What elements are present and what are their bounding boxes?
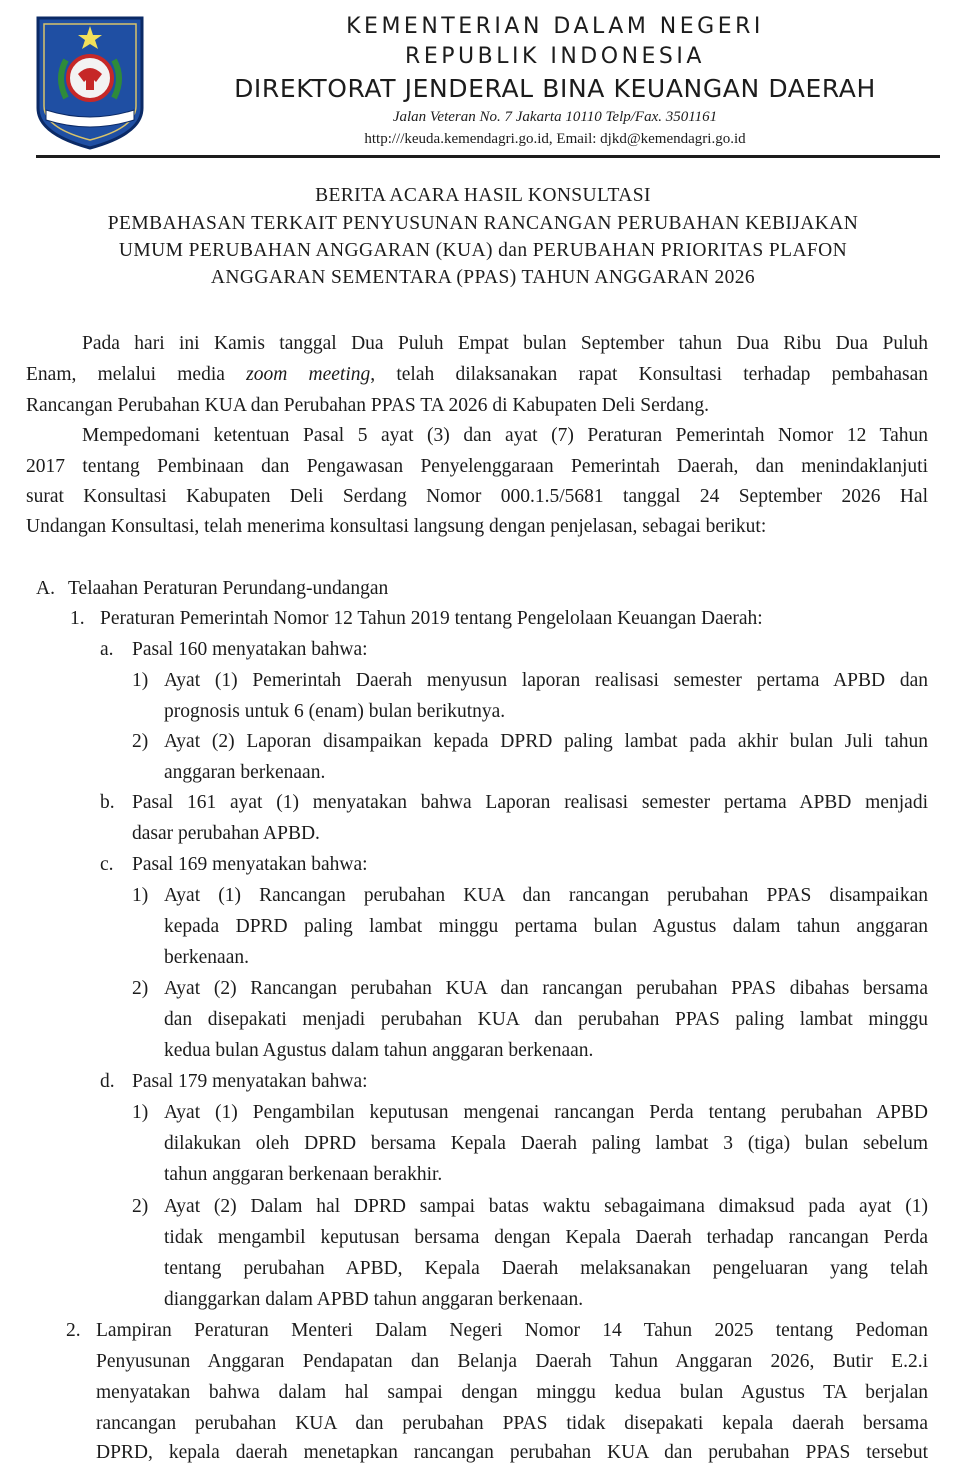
ministry-name: KEMENTERIAN DALAM NEGERI	[346, 14, 764, 39]
list-item: Ayat (2) Rancangan perubahan KUA dan rancangan perubahan PPAS dibahas bersama	[164, 978, 928, 999]
paragraph-line: 2017 tentang Pembinaan dan Pengawasan Penyelenggaraan Pemerintah Daerah, dan menindaklanjuti	[26, 456, 928, 477]
list-label: b.	[100, 792, 115, 813]
list-label: 2)	[132, 1196, 149, 1217]
section-heading: Telaahan Peraturan Perundang-undangan	[68, 578, 389, 599]
republic-name: REPUBLIK INDONESIA	[405, 44, 705, 69]
list-item-continued: kedua bulan Agustus dalam tahun anggaran berkenaan.	[164, 1040, 594, 1061]
paragraph-line: Pada hari ini Kamis tanggal Dua Puluh Empat bulan September tahun Dua Ribu Dua Puluh	[82, 333, 928, 354]
list-item: Ayat (2) Laporan disampaikan kepada DPRD paling lambat pada akhir bulan Juli tahun	[164, 731, 928, 752]
list-item: Ayat (1) Rancangan perubahan KUA dan rancangan perubahan PPAS disampaikan	[164, 885, 928, 906]
list-item: Ayat (1) Pemerintah Daerah menyusun laporan realisasi semester pertama APBD dan	[164, 670, 928, 691]
document-subtitle-line: UMUM PERUBAHAN ANGGARAN (KUA) dan PERUBAHAN PRIORITAS PLAFON	[118, 240, 848, 261]
list-label: 2)	[132, 731, 149, 752]
list-item: Pasal 160 menyatakan bahwa:	[132, 639, 368, 660]
text-run: Enam, melalui media	[26, 364, 247, 385]
list-item-continued: tidak mengambil keputusan bersama dengan Kepala Daerah terhadap rancangan Perda	[164, 1227, 928, 1248]
list-label: d.	[100, 1071, 115, 1092]
list-item-continued: DPRD, kepala daerah menetapkan rancangan perubahan KUA dan perubahan PPAS tersebut	[96, 1442, 928, 1463]
section-label: A.	[36, 578, 55, 599]
paragraph-line	[26, 362, 928, 388]
kemendagri-emblem-icon	[30, 12, 150, 152]
list-item-continued: tahun anggaran berkenaan berakhir.	[164, 1164, 443, 1185]
list-item: Ayat (1) Pengambilan keputusan mengenai rancangan Perda tentang perubahan APBD	[164, 1102, 928, 1123]
address: Jalan Veteran No. 7 Jakarta 10110 Telp/Fax. 3501161	[392, 109, 718, 125]
list-item: Ayat (2) Dalam hal DPRD sampai batas waktu sebagaimana dimaksud pada ayat (1)	[164, 1196, 928, 1217]
list-item: Pasal 179 menyatakan bahwa:	[132, 1071, 368, 1092]
paragraph-line: surat Konsultasi Kabupaten Deli Serdang Nomor 000.1.5/5681 tanggal 24 September 2026 Hal	[26, 486, 928, 507]
list-item: Pasal 169 menyatakan bahwa:	[132, 854, 368, 875]
list-item-continued: Penyusunan Anggaran Pendapatan dan Belanja Daerah Tahun Anggaran 2026, Butir E.2.i	[96, 1351, 928, 1372]
list-item-continued: rancangan perubahan KUA dan perubahan PPAS tidak disepakati kepala daerah bersama	[96, 1413, 928, 1434]
list-label: 1)	[132, 670, 149, 691]
document-subtitle-line: PEMBAHASAN TERKAIT PENYUSUNAN RANCANGAN PERUBAHAN KEBIJAKAN	[107, 213, 859, 234]
list-item-continued: dilakukan oleh DPRD bersama Kepala Daerah paling lambat 3 (tiga) bulan sebelum	[164, 1133, 928, 1154]
list-item-continued: dan disepakati menjadi perubahan KUA dan perubahan PPAS paling lambat minggu	[164, 1009, 928, 1030]
document-title: BERITA ACARA HASIL KONSULTASI	[315, 185, 651, 206]
paragraph-line: Undangan Konsultasi, telah menerima konsultasi langsung dengan penjelasan, sebagai berikut:	[26, 516, 767, 537]
list-label: 1)	[132, 1102, 149, 1123]
list-item-continued: menyatakan bahwa dalam hal sampai dengan minggu kedua bulan Agustus TA berjalan	[96, 1382, 928, 1403]
list-item-continued: tentang perubahan APBD, Kepala Daerah melaksanakan pengeluaran yang telah	[164, 1258, 928, 1279]
list-item-continued: berkenaan.	[164, 947, 249, 968]
list-label: 2.	[66, 1320, 81, 1341]
directorate-name: DIREKTORAT JENDERAL BINA KEUANGAN DAERAH	[234, 74, 876, 103]
contact-info: http:///keuda.kemendagri.go.id, Email: djkd@kemendagri.go.id	[364, 131, 746, 147]
italic-text: zoom meeting	[246, 364, 371, 385]
document-subtitle-line: ANGGARAN SEMENTARA (PPAS) TAHUN ANGGARAN 2026	[210, 267, 756, 288]
text-run: , telah dilaksanakan rapat Konsultasi terhadap pembahasan	[370, 364, 928, 385]
list-item-continued: dasar perubahan APBD.	[132, 823, 320, 844]
list-label: 2)	[132, 978, 149, 999]
list-item-continued: anggaran berkenaan.	[164, 762, 326, 783]
paragraph-line: Mempedomani ketentuan Pasal 5 ayat (3) dan ayat (7) Peraturan Pemerintah Nomor 12 Tahun	[82, 425, 928, 446]
list-label: 1.	[70, 608, 85, 629]
list-item: Pasal 161 ayat (1) menyatakan bahwa Laporan realisasi semester pertama APBD menjadi	[132, 792, 928, 813]
paragraph-line: Rancangan Perubahan KUA dan Perubahan PPAS TA 2026 di Kabupaten Deli Serdang.	[26, 395, 709, 416]
list-item-continued: dianggarkan dalam APBD tahun anggaran berkenaan.	[164, 1289, 584, 1310]
list-label: c.	[100, 854, 114, 875]
list-item: Peraturan Pemerintah Nomor 12 Tahun 2019 tentang Pengelolaan Keuangan Daerah:	[100, 608, 763, 629]
letterhead-divider	[36, 155, 940, 158]
list-item-continued: prognosis untuk 6 (enam) bulan berikutnya.	[164, 701, 506, 722]
list-item-continued: kepada DPRD paling lambat minggu pertama bulan Agustus dalam tahun anggaran	[164, 916, 928, 937]
list-label: a.	[100, 639, 114, 660]
list-item: Lampiran Peraturan Menteri Dalam Negeri Nomor 14 Tahun 2025 tentang Pedoman	[96, 1320, 928, 1341]
list-label: 1)	[132, 885, 149, 906]
